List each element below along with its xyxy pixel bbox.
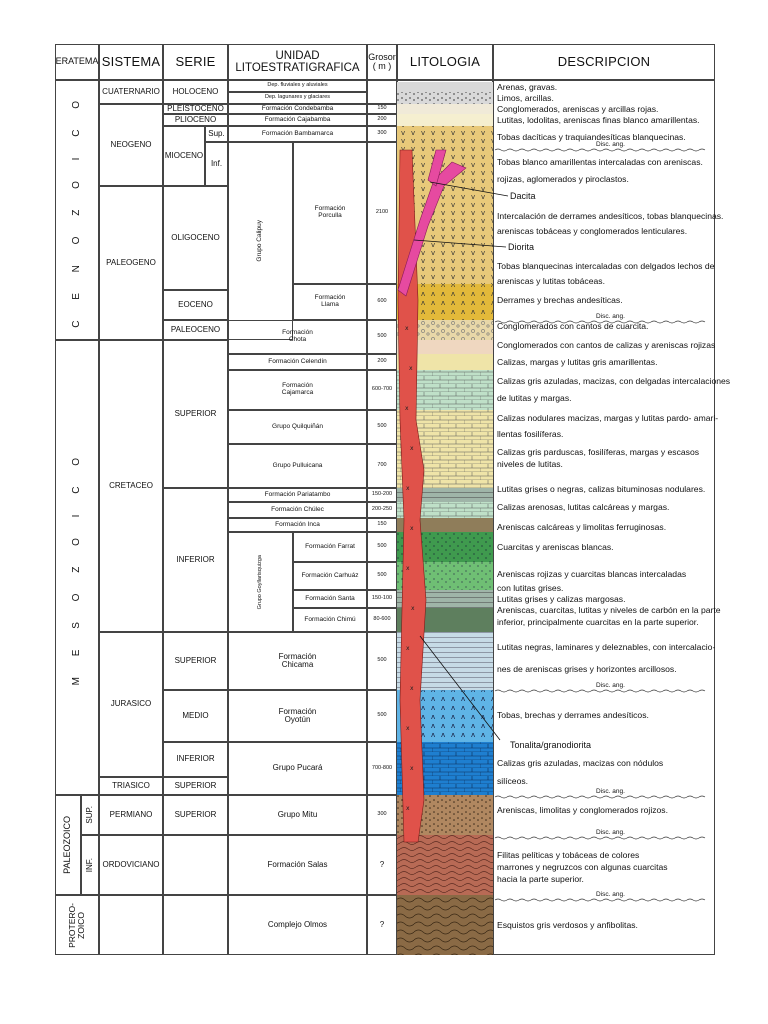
desc-line: Tobas, brechas y derrames andesíticos. <box>497 710 649 720</box>
litho-band-salas <box>397 835 493 895</box>
era-cenozoico-label: C E N O Z O I C O <box>70 92 82 328</box>
header-grosor: Grosor ( m ) <box>367 44 397 80</box>
unit-salas: Formación Salas <box>228 835 367 895</box>
header-sistema: SISTEMA <box>99 44 163 80</box>
desc-line: Lutitas grises y calizas margosas. <box>497 594 626 604</box>
grosor-cajamarca: 600-700 <box>367 370 397 410</box>
grosor-chulec: 200-250 <box>367 502 397 518</box>
header-unidad: UNIDAD LITOESTRATIGRAFICA <box>228 44 367 80</box>
sistema-cuaternario: CUATERNARIO <box>99 80 163 104</box>
unit-condebamba: Formación Condebamba <box>228 104 367 114</box>
desc-line: Areniscas, cuarcitas, lutitas y niveles de carbón en la parte <box>497 605 721 615</box>
grosor-celendin: 200 <box>367 354 397 370</box>
desc-line: Derrames y brechas andesíticas. <box>497 295 623 305</box>
sistema-ordoviciano: ORDOVICIANO <box>99 835 163 895</box>
desc-line: Calizas gris azuladas, macizas con nódulos <box>497 758 664 768</box>
label-dacita: Dacita <box>510 191 536 201</box>
unit-mitu: Grupo Mitu <box>228 795 367 835</box>
disc-label-2: Disc. ang. <box>596 313 625 320</box>
grosor-condebamba: 150 <box>367 104 397 114</box>
disc-label-5: Disc. ang. <box>596 829 625 836</box>
era-paleozoico-inf-label: INF. <box>84 857 94 873</box>
svg-text:x: x <box>406 725 410 732</box>
serie-holoceno: HOLOCENO <box>163 80 228 104</box>
header-serie: SERIE <box>163 44 228 80</box>
grosor-pariatambo: 150-200 <box>367 488 397 502</box>
desc-line: Lutitas grises o negras, calizas bituminosas nodulares. <box>497 484 706 494</box>
svg-text:x: x <box>410 525 414 532</box>
sistema-permiano: PERMIANO <box>99 795 163 835</box>
serie-plioceno: PLIOCENO <box>163 114 228 126</box>
serie-jurasico-inferior: INFERIOR <box>163 742 228 777</box>
unit-porculla: Formación Porculla <box>293 142 367 284</box>
grosor-porculla: 2100 <box>367 142 397 284</box>
grosor-farrat: 500 <box>367 532 397 562</box>
desc-line: Limos, arcillas. <box>497 93 554 103</box>
disc-label-4: Disc. ang. <box>596 788 625 795</box>
unit-chulec: Formación Chúlec <box>228 502 367 518</box>
svg-text:x: x <box>406 805 410 812</box>
unit-carhuaz: Formación Carhuáz <box>293 562 367 590</box>
svg-text:x: x <box>411 605 415 612</box>
serie-jurasico-superior: SUPERIOR <box>163 632 228 690</box>
desc-line: Arenas, gravas. <box>497 82 558 92</box>
desc-line: Areniscas calcáreas y limolitas ferruginosas. <box>497 522 667 532</box>
grosor-oyotun: 500 <box>367 690 397 742</box>
header-eratema: ERATEMA <box>55 44 99 80</box>
unit-olmos: Complejo Olmos <box>228 895 367 955</box>
desc-line: Calizas, margas y lutitas gris amarillentas. <box>497 357 658 367</box>
svg-text:x: x <box>410 685 414 692</box>
sistema-cretaceo: CRETACEO <box>99 340 163 632</box>
svg-text:x: x <box>406 565 410 572</box>
svg-text:x: x <box>406 485 410 492</box>
serie-mioceno: MIOCENO <box>163 126 205 186</box>
unit-chimu: Formación Chimú <box>293 608 367 632</box>
disc-label-1: Disc. ang. <box>596 141 625 148</box>
serie-eoceno: EOCENO <box>163 290 228 320</box>
unit-celendin: Formación Celendín <box>228 354 367 370</box>
unit-pulluicana: Grupo Pulluicana <box>228 444 367 488</box>
desc-line: inferior, principalmente cuarcitas en la parte superior. <box>497 617 699 627</box>
era-paleozoico-sup-label: SUP. <box>84 806 94 824</box>
desc-line: Conglomerados, areniscas y arcillas rojas. <box>497 104 659 114</box>
unit-oyotun: Formación Oyotún <box>228 690 367 742</box>
unit-bambamarca: Formación Bambamarca <box>228 126 367 142</box>
grosor-chimu: 80-600 <box>367 608 397 632</box>
grosor-pulluicana: 700 <box>367 444 397 488</box>
grosor-salas: ? <box>367 835 397 895</box>
unit-pariatambo: Formación Pariatambo <box>228 488 367 502</box>
unit-pucara: Grupo Pucará <box>228 742 367 795</box>
desc-line: Calizas arenosas, lutitas calcáreas y margas. <box>497 502 670 512</box>
grosor-inca: 150 <box>367 518 397 532</box>
disc-label-6: Disc. ang. <box>596 891 625 898</box>
header-descripcion: DESCRIPCION <box>493 44 715 80</box>
desc-line: silíceos. <box>497 776 529 786</box>
grosor-chicama: 500 <box>367 632 397 690</box>
unit-dep-lagunares: Dep. lagunares y glaciares <box>228 92 367 104</box>
desc-line: Filitas pelíticas y tobáceas de colores <box>497 850 640 860</box>
desc-line: hacia la parte superior. <box>497 874 584 884</box>
serie-pleistoceno: PLEISTOCENO <box>163 104 228 114</box>
desc-line: Lutitas negras, laminares y deleznables, con intercalacio- <box>497 642 716 652</box>
grosor-quilquinan: 500 <box>367 410 397 444</box>
serie-oligoceno: OLIGOCENO <box>163 186 228 290</box>
litho-band-condebamba <box>397 104 493 114</box>
desc-line: Intercalación de derrames andesíticos, tobas blanquecinas. <box>497 211 724 221</box>
grosor-olmos: ? <box>367 895 397 955</box>
unit-grupo-calipuy-label: Grupo Calipuy <box>256 220 264 262</box>
unit-dep-fluviales: Dep. fluviales y aluviales <box>228 80 367 92</box>
grosor-bambamarca: 300 <box>367 126 397 142</box>
desc-line: Calizas gris parduscas, fosilíferas, margas y escasos <box>497 447 700 457</box>
unit-cajabamba: Formación Cajabamba <box>228 114 367 126</box>
sistema-triasico: TRIASICO <box>99 777 163 795</box>
desc-line: de lutitas y margas. <box>497 393 572 403</box>
serie-mioceno-sup: Sup. <box>205 126 228 142</box>
serie-jurasico-medio: MEDIO <box>163 690 228 742</box>
era-paleozoico-label: PALEOZOICO <box>62 816 73 874</box>
unit-farrat: Formación Farrat <box>293 532 367 562</box>
serie-paleoceno: PALEOCENO <box>163 320 228 340</box>
desc-line: Areniscas, limolitas y conglomerados rojizos. <box>497 805 668 815</box>
desc-line: areniscas tobáceas y conglomerados lenticulares. <box>497 226 688 236</box>
desc-line: Cuarcitas y areniscas blancas. <box>497 542 614 552</box>
grosor-llama: 600 <box>367 284 397 320</box>
svg-text:x: x <box>410 765 414 772</box>
desc-line: Calizas nodulares macizas, margas y lutitas pardo- amari- <box>497 413 719 423</box>
serie-permiano-superior: SUPERIOR <box>163 795 228 835</box>
unit-cajamarca: Formación Cajamarca <box>228 370 367 410</box>
grosor-pucara: 700-800 <box>367 742 397 795</box>
disc-label-3: Disc. ang. <box>596 682 625 689</box>
desc-line: Areniscas rojizas y cuarcitas blancas intercaladas <box>497 569 687 579</box>
desc-line: nes de areniscas grises y horizontes arcillosos. <box>497 664 677 674</box>
svg-text:x: x <box>406 645 410 652</box>
sistema-jurasico: JURASICO <box>99 632 163 777</box>
litho-band-limos <box>397 92 493 104</box>
unit-inca: Formación Inca <box>228 518 367 532</box>
litho-band-bambamarca <box>397 126 493 142</box>
sistema-neogeno: NEOGENO <box>99 104 163 186</box>
desc-line: Esquistos gris verdosos y anfibolitas. <box>497 920 638 930</box>
unit-grupo-goyllarisquizga-label: Grupo Goyllarisquizga <box>256 554 263 610</box>
desc-line: Conglomerados con cantos de calizas y areniscas rojizas <box>497 340 716 350</box>
desc-line: marrones y negruzcos con algunas cuarcitas <box>497 862 668 872</box>
header-litologia: LITOLOGIA <box>397 44 493 80</box>
grosor-mitu: 300 <box>367 795 397 835</box>
desc-line: con lutitas grises. <box>497 583 564 593</box>
unit-quilquinan: Grupo Quilquiñán <box>228 410 367 444</box>
desc-line: Conglomerados con cantos de cuarcita. <box>497 321 649 331</box>
desc-line: Calizas gris azuladas, macizas, con delgadas intercalaciones <box>497 376 731 386</box>
litho-band-cajabamba <box>397 114 493 126</box>
serie-triasico-superior: SUPERIOR <box>163 777 228 795</box>
desc-line: niveles de lutitas. <box>497 459 563 469</box>
unit-santa: Formación Santa <box>293 590 367 608</box>
svg-text:x: x <box>405 405 409 412</box>
desc-line: Lutitas, lodolitas, areniscas finas blanco amarillentas. <box>497 115 700 125</box>
svg-text:x: x <box>405 325 409 332</box>
litho-band-olmos <box>397 895 493 955</box>
serie-mioceno-inf: Inf. <box>205 142 228 186</box>
unit-chicama: Formación Chicama <box>228 632 367 690</box>
unit-llama: Formación Llama <box>293 284 367 320</box>
unit-chota: Formación Chota <box>228 320 367 354</box>
label-tonalita: Tonalita/granodiorita <box>510 740 592 750</box>
litho-band-arenas <box>397 82 493 92</box>
sistema-paleogeno: PALEOGENO <box>99 186 163 340</box>
svg-text:x: x <box>410 445 414 452</box>
grosor-carhuaz: 500 <box>367 562 397 590</box>
desc-line: llentas fosilíferas. <box>497 429 564 439</box>
desc-line: Tobas blanquecinas intercaladas con delgados lechos de <box>497 261 715 271</box>
desc-line: Tobas dacíticas y traquiandesíticas blanquecinas. <box>497 132 686 142</box>
label-diorita: Diorita <box>508 242 535 252</box>
serie-cretaceo-superior: SUPERIOR <box>163 340 228 488</box>
grosor-cajabamba: 200 <box>367 114 397 126</box>
desc-line: rojizas, aglomerados y piroclastos. <box>497 174 629 184</box>
svg-text:x: x <box>409 365 413 372</box>
era-mesozoico-label: M E S O Z O I C O <box>70 449 82 686</box>
desc-line: areniscas y lutitas tobáceas. <box>497 276 605 286</box>
era-proterozoico-label: PROTERO- ZOICO <box>67 902 86 948</box>
desc-line: Tobas blanco amarillentas intercaladas con areniscas. <box>497 157 703 167</box>
grosor-chota: 500 <box>367 320 397 354</box>
grosor-santa: 150-100 <box>367 590 397 608</box>
serie-cretaceo-inferior: INFERIOR <box>163 488 228 632</box>
